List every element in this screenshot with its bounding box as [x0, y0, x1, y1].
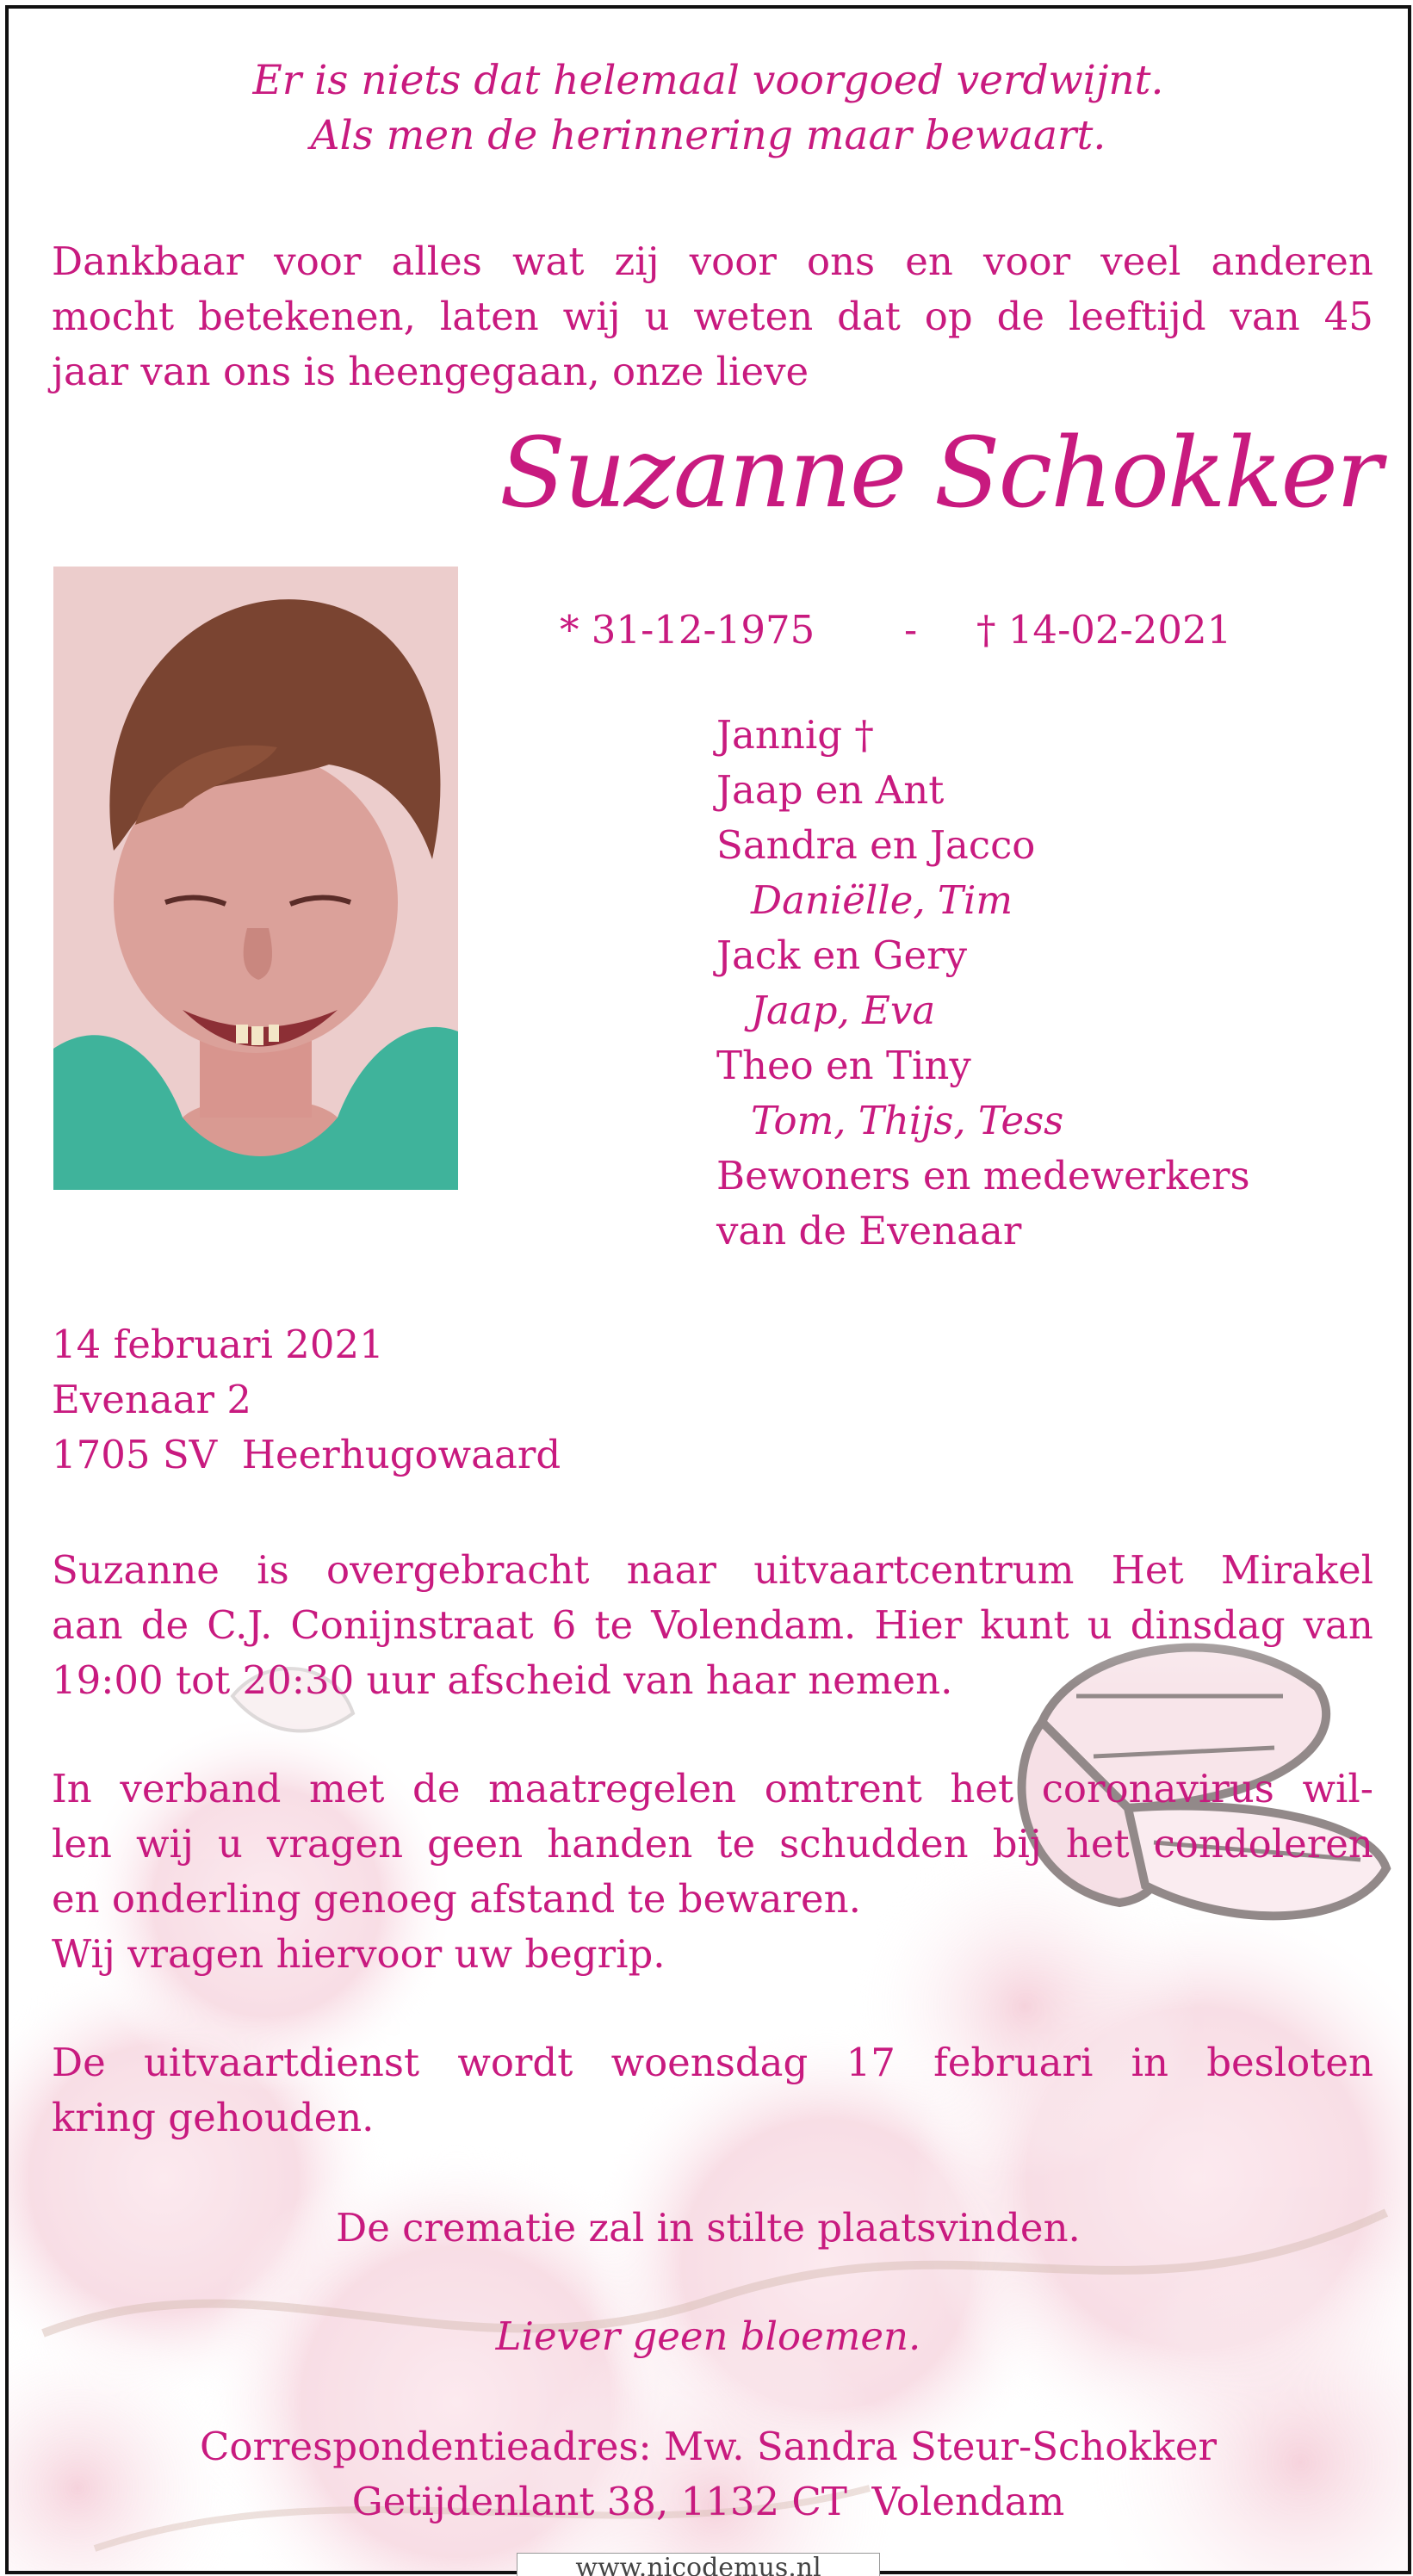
- correspondence-line-1: Correspondentieadres: Mw. Sandra Steur-Schokker: [200, 2424, 1217, 2469]
- word: voor: [983, 238, 1071, 284]
- word: Dankbaar: [52, 238, 245, 284]
- word: 17: [846, 2040, 896, 2085]
- word: aan: [52, 1602, 123, 1648]
- service-line-2: kring gehouden.: [52, 2095, 375, 2140]
- word: mocht: [52, 294, 175, 339]
- word: bij: [992, 1821, 1042, 1867]
- word: woensdag: [610, 2040, 809, 2085]
- covid-line-2: [52, 1817, 1373, 1872]
- word: wij: [136, 1821, 194, 1867]
- death-date: † 14-02-2021: [976, 607, 1232, 653]
- obituary-card: [5, 5, 1411, 2574]
- word: Hier: [874, 1602, 963, 1648]
- word: wat: [511, 238, 585, 284]
- word: is: [257, 1547, 289, 1593]
- covid-line-1: [52, 1762, 1373, 1817]
- intro-line-1: [52, 234, 1373, 289]
- correspondence-line-2: Getijdenlant 38, 1132 CT Volendam: [351, 2479, 1065, 2524]
- family-member: Jannig †: [716, 712, 874, 758]
- deceased-name: Suzanne Schokker: [499, 418, 1381, 529]
- word: zij: [614, 238, 660, 284]
- word: condoleren: [1153, 1821, 1373, 1867]
- portrait-image: [53, 567, 458, 1190]
- address-street: Evenaar 2: [52, 1377, 251, 1422]
- word: C.J.: [207, 1602, 273, 1648]
- word: Het: [1111, 1547, 1184, 1593]
- word: De: [52, 2040, 106, 2085]
- word: overgebracht: [325, 1547, 590, 1593]
- family-member: Jack en Gery: [716, 932, 968, 978]
- word: u: [217, 1821, 243, 1867]
- word: schudden: [779, 1821, 969, 1867]
- word: het: [950, 1766, 1014, 1811]
- birth-date: * 31-12-1975: [560, 607, 815, 653]
- family-member: van de Evenaar: [716, 1208, 1022, 1254]
- motto-line-2: Als men de herinnering maar bewaart.: [310, 112, 1106, 159]
- family-list: [716, 708, 1250, 1259]
- word: betekenen,: [197, 294, 416, 339]
- word: Mirakel: [1220, 1547, 1373, 1593]
- covid-line-4: Wij vragen hiervoor uw begrip.: [52, 1931, 666, 1977]
- family-member: Theo en Tiny: [716, 1043, 971, 1088]
- word: wordt: [457, 2040, 573, 2085]
- family-children: Tom, Thijs, Tess: [751, 1098, 1064, 1143]
- word: leeftijd: [1068, 294, 1206, 339]
- word: alles: [391, 238, 482, 284]
- watermark-link[interactable]: www.nicodemus.nl: [517, 2553, 880, 2576]
- word: de: [140, 1602, 189, 1648]
- word: kunt: [980, 1602, 1069, 1648]
- word: in: [1131, 2040, 1168, 2085]
- word: uitvaartcentrum: [753, 1547, 1075, 1593]
- word: veel: [1100, 238, 1181, 284]
- word: geen: [427, 1821, 524, 1867]
- word: vragen: [266, 1821, 404, 1867]
- motto-line-1: Er is niets dat helemaal voorgoed verdwijnt.: [252, 57, 1164, 104]
- word: naar: [626, 1547, 716, 1593]
- word: Suzanne: [52, 1547, 220, 1593]
- word: voor: [689, 238, 777, 284]
- word: de: [996, 294, 1045, 339]
- word: laten: [439, 294, 539, 339]
- word: het: [1065, 1821, 1130, 1867]
- word: dinsdag: [1130, 1602, 1286, 1648]
- date-separator: -: [904, 607, 918, 653]
- word: ons: [806, 238, 876, 284]
- address-city: 1705 SV Heerhugowaard: [52, 1432, 561, 1477]
- intro-line-2: [52, 289, 1373, 344]
- word: van: [1303, 1602, 1373, 1648]
- word: maatregelen: [488, 1766, 737, 1811]
- word: met: [309, 1766, 385, 1811]
- family-children: Daniëlle, Tim: [751, 877, 1013, 923]
- word: besloten: [1206, 2040, 1373, 2085]
- word: en: [905, 238, 953, 284]
- word: te: [716, 1821, 756, 1867]
- word: In: [52, 1766, 92, 1811]
- word: dat: [837, 294, 901, 339]
- transfer-line-2: [52, 1598, 1373, 1653]
- family-member: Sandra en Jacco: [716, 822, 1036, 868]
- word: de: [412, 1766, 461, 1811]
- word: omtrent: [764, 1766, 922, 1811]
- word: wil-: [1302, 1766, 1373, 1811]
- family-member: Bewoners en medewerkers: [716, 1153, 1250, 1198]
- intro-line-3: jaar van ons is heengegaan, onze lieve: [52, 349, 809, 394]
- word: weten: [693, 294, 814, 339]
- transfer-line-3: 19:00 tot 20:30 uur afscheid van haar nemen.: [52, 1657, 953, 1703]
- word: te: [594, 1602, 634, 1648]
- word: februari: [933, 2040, 1094, 2085]
- word: Volendam.: [651, 1602, 857, 1648]
- word: wij: [562, 294, 621, 339]
- word: verband: [120, 1766, 282, 1811]
- word: voor: [274, 238, 362, 284]
- word: u: [1087, 1602, 1112, 1648]
- word: handen: [547, 1821, 693, 1867]
- address-date: 14 februari 2021: [52, 1322, 384, 1367]
- word: len: [52, 1821, 113, 1867]
- cremation-note: De crematie zal in stilte plaatsvinden.: [336, 2205, 1081, 2251]
- word: Conijnstraat: [290, 1602, 534, 1648]
- transfer-line-1: [52, 1543, 1373, 1598]
- word: anderen: [1211, 238, 1373, 284]
- word: uitvaartdienst: [143, 2040, 420, 2085]
- word: u: [644, 294, 670, 339]
- family-member: Jaap en Ant: [716, 767, 945, 813]
- word: 45: [1323, 294, 1373, 339]
- family-children: Jaap, Eva: [751, 988, 936, 1033]
- word: op: [924, 294, 973, 339]
- word: coronavirus: [1041, 1766, 1274, 1811]
- service-line-1: [52, 2035, 1373, 2090]
- word: van: [1230, 294, 1300, 339]
- portrait-photo: [53, 567, 458, 1190]
- covid-line-3: en onderling genoeg afstand te bewaren.: [52, 1876, 861, 1922]
- word: 6: [551, 1602, 577, 1648]
- flowers-note: Liever geen bloemen.: [495, 2313, 921, 2359]
